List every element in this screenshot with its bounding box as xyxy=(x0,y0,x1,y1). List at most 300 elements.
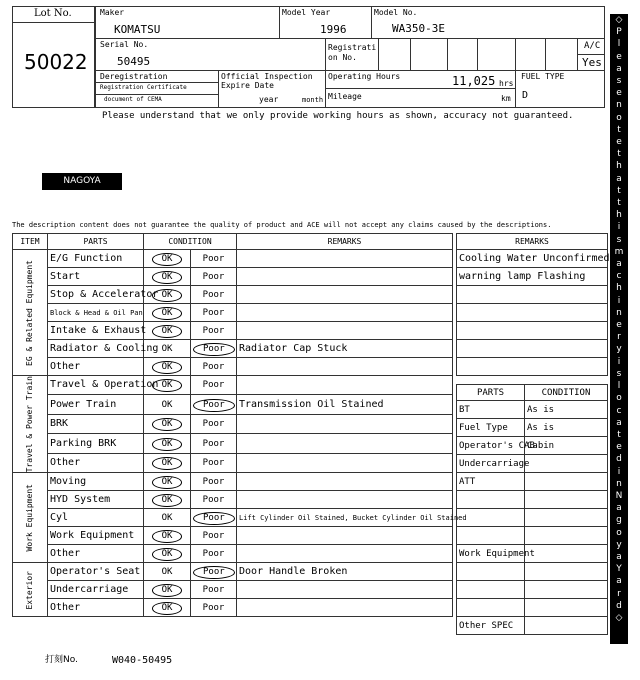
condition-ok-cell xyxy=(144,527,191,545)
spec-condition xyxy=(525,455,608,473)
condition-poor: Poor xyxy=(193,343,235,356)
remark xyxy=(237,414,453,433)
remark: Door Handle Broken xyxy=(237,563,453,581)
hours-value: 11,025 xyxy=(452,74,496,88)
lot-label-divider xyxy=(12,22,95,23)
condition-poor-cell xyxy=(191,322,237,340)
spec-condition xyxy=(525,527,608,545)
condition-ok: OK xyxy=(152,253,183,266)
spec-row xyxy=(457,437,608,455)
location-badge-text: NAGOYA xyxy=(63,176,101,186)
sidebar-char: i xyxy=(617,356,621,367)
condition-poor: Poor xyxy=(202,584,225,595)
condition-ok: OK xyxy=(152,584,183,597)
spec-vdiv-8 xyxy=(515,38,516,108)
condition-poor: Poor xyxy=(202,458,225,469)
location-sidebar xyxy=(610,14,628,644)
mileage-label: Mileage xyxy=(328,92,362,101)
condition-row xyxy=(13,563,453,581)
sidebar-char: Y xyxy=(616,564,622,575)
condition-poor: Poor xyxy=(202,476,225,487)
sidebar-char: i xyxy=(617,222,621,233)
condition-poor: Poor xyxy=(202,602,225,613)
model-no-label: Model No. xyxy=(374,8,418,17)
sidebar-char: i xyxy=(617,466,621,477)
sidebar-char: d xyxy=(616,600,622,611)
header-item: ITEM xyxy=(13,234,48,250)
condition-row xyxy=(13,304,453,322)
spec-vdiv-4 xyxy=(378,38,379,70)
condition-ok-cell xyxy=(144,473,191,491)
spec-condition xyxy=(525,617,608,635)
condition-ok: OK xyxy=(152,361,183,374)
part-name: Block & Head & Oil Pan xyxy=(48,304,144,322)
spec-part xyxy=(457,599,525,617)
extra-remark-row xyxy=(457,322,608,340)
spec-parts-table xyxy=(456,384,608,635)
spec-vdiv-3 xyxy=(325,38,326,108)
spec-vdiv-5 xyxy=(410,38,411,70)
spec-row xyxy=(457,563,608,581)
condition-poor: Poor xyxy=(202,289,225,300)
condition-ok-cell xyxy=(144,304,191,322)
condition-ok-cell xyxy=(144,599,191,617)
extra-remark-row xyxy=(457,304,608,322)
condition-ok-cell xyxy=(144,453,191,473)
remark xyxy=(237,527,453,545)
condition-row xyxy=(13,250,453,268)
part-name: Other xyxy=(48,599,144,617)
hours-label: Operating Hours xyxy=(328,72,401,81)
condition-poor-cell xyxy=(191,581,237,599)
part-name: Work Equipment xyxy=(48,527,144,545)
part-name: Cyl xyxy=(48,509,144,527)
spec-part: BT xyxy=(457,401,525,419)
sidebar-char: h xyxy=(616,161,622,172)
sidebar-char: r xyxy=(617,588,621,599)
sidebar-char: n xyxy=(616,100,622,111)
condition-ok: OK xyxy=(161,399,173,410)
spec-part xyxy=(457,581,525,599)
spec-part: Operator's CAB xyxy=(457,437,525,455)
extra-remark-row xyxy=(457,340,608,358)
fuel-type-label: FUEL TYPE xyxy=(521,72,565,81)
ac-label: A/C xyxy=(584,41,601,51)
sidebar-char: P xyxy=(616,27,622,38)
maker-value: KOMATSU xyxy=(114,23,161,36)
condition-poor-cell xyxy=(191,414,237,433)
condition-ok: OK xyxy=(152,602,183,615)
condition-ok: OK xyxy=(152,438,183,451)
spec-vdiv-1 xyxy=(279,6,280,38)
condition-poor-cell xyxy=(191,358,237,376)
part-name: BRK xyxy=(48,414,144,433)
remark xyxy=(237,250,453,268)
extra-remark xyxy=(457,304,608,322)
hours-notice: Please understand that we only provide working hours as shown, accuracy not guaranteed. xyxy=(102,111,574,121)
header-parts: PARTS xyxy=(48,234,144,250)
part-name: Other xyxy=(48,453,144,473)
spec-condition xyxy=(525,509,608,527)
remark: Radiator Cap Stuck xyxy=(237,340,453,358)
hours-unit: hrs xyxy=(499,79,514,88)
part-name: Travel & Operation xyxy=(48,376,144,395)
sidebar-char: e xyxy=(616,320,622,331)
sidebar-char: h xyxy=(616,283,622,294)
condition-row xyxy=(13,599,453,617)
group-label-cell xyxy=(13,250,48,376)
spec-row xyxy=(457,419,608,437)
sidebar-char: o xyxy=(616,393,622,404)
sidebar-char: a xyxy=(616,173,622,184)
condition-poor: Poor xyxy=(202,530,225,541)
sidebar-char: l xyxy=(617,39,621,50)
remark xyxy=(237,376,453,395)
sidebar-char: a xyxy=(616,503,622,514)
condition-poor-cell xyxy=(191,599,237,617)
sidebar-char: r xyxy=(617,332,621,343)
stamp-value: W040-50495 xyxy=(112,655,173,666)
spec-row xyxy=(457,473,608,491)
condition-row xyxy=(13,453,453,473)
group-label: Work Equipment xyxy=(25,484,34,552)
header-remarks: REMARKS xyxy=(237,234,453,250)
condition-ok-cell xyxy=(144,395,191,414)
remark xyxy=(237,599,453,617)
condition-row xyxy=(13,581,453,599)
extra-remark xyxy=(457,358,608,376)
part-name: Power Train xyxy=(48,395,144,414)
condition-row xyxy=(13,268,453,286)
spec-row xyxy=(457,527,608,545)
location-badge xyxy=(42,173,122,190)
condition-ok: OK xyxy=(161,512,173,523)
condition-ok-cell xyxy=(144,414,191,433)
condition-row xyxy=(13,376,453,395)
condition-row xyxy=(13,434,453,453)
part-name: Parking BRK xyxy=(48,434,144,453)
extra-remarks-table xyxy=(456,233,608,376)
sidebar-char: a xyxy=(616,417,622,428)
spec-row xyxy=(457,581,608,599)
sidebar-char: m xyxy=(614,246,624,257)
remark xyxy=(237,581,453,599)
part-name: Radiator & Cooling xyxy=(48,340,144,358)
inspection-label: Official Inspection Expire Date xyxy=(221,72,313,90)
spec-part xyxy=(457,491,525,509)
sidebar-char: s xyxy=(616,234,622,245)
condition-row xyxy=(13,322,453,340)
registration-cert-label: Registration Certificate xyxy=(100,84,187,91)
spec-row xyxy=(457,599,608,617)
condition-poor-cell xyxy=(191,563,237,581)
extra-remark: warning lamp Flashing xyxy=(457,268,608,286)
remark xyxy=(237,322,453,340)
condition-ok-cell xyxy=(144,322,191,340)
fuel-type-value: D xyxy=(522,90,529,101)
condition-poor: Poor xyxy=(193,566,235,579)
condition-row xyxy=(13,491,453,509)
year-label: year xyxy=(259,95,279,104)
sidebar-char: t xyxy=(617,429,621,440)
registration-label: Registrati on No. xyxy=(328,43,377,62)
spec-condition: As is xyxy=(525,419,608,437)
spec-row-divider-1 xyxy=(95,38,605,39)
condition-poor-cell xyxy=(191,268,237,286)
header-condition: CONDITION xyxy=(144,234,237,250)
part-name: E/G Function xyxy=(48,250,144,268)
condition-ok: OK xyxy=(152,307,183,320)
extra-remark-row xyxy=(457,268,608,286)
condition-poor: Poor xyxy=(202,325,225,336)
mileage-unit: km xyxy=(501,94,511,103)
extra-remark: Cooling Water Unconfirmed xyxy=(457,250,608,268)
maker-label: Maker xyxy=(100,8,125,17)
sidebar-char: e xyxy=(616,51,622,62)
spec-part: Undercarriage xyxy=(457,455,525,473)
extra-remark xyxy=(457,322,608,340)
condition-ok: OK xyxy=(152,325,183,338)
condition-poor: Poor xyxy=(193,512,235,525)
group-label: EG & Related Equipment xyxy=(25,259,34,366)
model-no-value: WA350-3E xyxy=(392,22,445,35)
sidebar-char: g xyxy=(616,515,622,526)
spec-part: ATT xyxy=(457,473,525,491)
condition-poor-cell xyxy=(191,395,237,414)
group-label-cell xyxy=(13,473,48,563)
dereg-divider-2 xyxy=(95,94,218,95)
condition-poor-cell xyxy=(191,376,237,395)
sidebar-char: ◇ xyxy=(615,15,623,25)
spec-row xyxy=(457,455,608,473)
extra-remark xyxy=(457,286,608,304)
condition-row xyxy=(13,527,453,545)
sidebar-char: d xyxy=(616,454,622,465)
condition-poor: Poor xyxy=(202,307,225,318)
lot-no-value: 50022 xyxy=(24,50,88,74)
stamp-label: 打刻No. xyxy=(45,655,78,665)
part-name: Start xyxy=(48,268,144,286)
condition-poor-cell xyxy=(191,545,237,563)
remark xyxy=(237,453,453,473)
condition-poor-cell xyxy=(191,453,237,473)
part-name: Undercarriage xyxy=(48,581,144,599)
sidebar-char: n xyxy=(616,478,622,489)
spec-condition xyxy=(525,599,608,617)
condition-ok: OK xyxy=(152,494,183,507)
condition-ok: OK xyxy=(152,289,183,302)
condition-poor: Poor xyxy=(202,438,225,449)
condition-poor-cell xyxy=(191,304,237,322)
condition-poor: Poor xyxy=(202,380,225,391)
extra-remark-row xyxy=(457,286,608,304)
sidebar-char: y xyxy=(616,539,622,550)
sidebar-char: h xyxy=(616,210,622,221)
remark xyxy=(237,491,453,509)
spec-vdiv-10 xyxy=(577,38,578,70)
condition-table-header xyxy=(13,234,453,250)
condition-ok-cell xyxy=(144,509,191,527)
sidebar-char: a xyxy=(616,551,622,562)
condition-ok: OK xyxy=(152,379,183,392)
condition-ok: OK xyxy=(152,548,183,561)
spec-condition xyxy=(525,491,608,509)
part-name: Moving xyxy=(48,473,144,491)
spec-row xyxy=(457,509,608,527)
condition-ok-cell xyxy=(144,250,191,268)
condition-ok: OK xyxy=(161,566,173,577)
spec-parts-header: PARTS xyxy=(457,385,525,401)
sidebar-char: ◇ xyxy=(615,612,623,623)
condition-poor: Poor xyxy=(202,419,225,430)
sidebar-char: e xyxy=(616,137,622,148)
sidebar-char: a xyxy=(616,576,622,587)
extra-remark xyxy=(457,340,608,358)
spec-vdiv-9 xyxy=(545,38,546,70)
condition-row xyxy=(13,340,453,358)
condition-ok: OK xyxy=(152,271,183,284)
spec-part xyxy=(457,563,525,581)
condition-poor-cell xyxy=(191,509,237,527)
condition-row xyxy=(13,509,453,527)
ac-value: Yes xyxy=(582,56,602,69)
spec-part xyxy=(457,527,525,545)
part-name: Other xyxy=(48,358,144,376)
spec-row-divider-4 xyxy=(577,54,605,55)
extra-remark-row xyxy=(457,250,608,268)
condition-row xyxy=(13,414,453,433)
spec-row xyxy=(457,617,608,635)
part-name: Stop & Accelerator xyxy=(48,286,144,304)
condition-ok: OK xyxy=(152,457,183,470)
spec-vdiv-11 xyxy=(218,70,219,108)
condition-ok-cell xyxy=(144,268,191,286)
condition-ok-cell xyxy=(144,581,191,599)
condition-ok-cell xyxy=(144,358,191,376)
remark xyxy=(237,304,453,322)
spec-row-divider-3 xyxy=(325,88,515,89)
sidebar-char: y xyxy=(616,344,622,355)
spec-row xyxy=(457,545,608,563)
condition-ok: OK xyxy=(152,418,183,431)
remark xyxy=(237,434,453,453)
sidebar-char: s xyxy=(616,76,622,87)
condition-poor: Poor xyxy=(193,399,235,412)
part-name: HYD System xyxy=(48,491,144,509)
sidebar-char: c xyxy=(616,271,622,282)
condition-poor: Poor xyxy=(202,253,225,264)
condition-row xyxy=(13,286,453,304)
spec-row xyxy=(457,491,608,509)
disclaimer: The description content does not guarantee the quality of product and ACE will not accept any claims caused by the descriptions. xyxy=(12,221,552,229)
condition-ok: OK xyxy=(152,476,183,489)
extra-remarks-header: REMARKS xyxy=(457,234,608,250)
condition-poor: Poor xyxy=(202,494,225,505)
condition-row xyxy=(13,473,453,491)
sidebar-char: e xyxy=(616,442,622,453)
condition-poor-cell xyxy=(191,286,237,304)
dereg-divider-1 xyxy=(95,82,218,83)
condition-ok: OK xyxy=(161,343,173,354)
spec-part xyxy=(457,509,525,527)
condition-row xyxy=(13,358,453,376)
remark xyxy=(237,268,453,286)
model-year-label: Model Year xyxy=(282,8,331,17)
spec-condition-header: CONDITION xyxy=(525,385,608,401)
lot-no-label: Lot No. xyxy=(34,8,72,19)
remark: Lift Cylinder Oil Stained, Bucket Cylinder Oil Stained xyxy=(237,509,453,527)
remark xyxy=(237,545,453,563)
model-year-value: 1996 xyxy=(320,23,347,36)
spec-part: Work Equipment xyxy=(457,545,525,563)
sidebar-char: a xyxy=(616,259,622,270)
part-name: Other xyxy=(48,545,144,563)
remark xyxy=(237,286,453,304)
spec-condition: Cabin xyxy=(525,437,608,455)
sidebar-char: i xyxy=(617,295,621,306)
condition-poor: Poor xyxy=(202,361,225,372)
sidebar-char: t xyxy=(617,124,621,135)
sidebar-char: e xyxy=(616,88,622,99)
condition-poor-cell xyxy=(191,250,237,268)
condition-row xyxy=(13,545,453,563)
group-label: Exterior xyxy=(25,570,34,610)
spec-condition xyxy=(525,473,608,491)
part-name: Operator's Seat xyxy=(48,563,144,581)
spec-condition xyxy=(525,563,608,581)
cema-label: document of CEMA xyxy=(104,96,162,103)
sidebar-char: a xyxy=(616,63,622,74)
sidebar-char: N xyxy=(615,490,623,501)
spec-condition xyxy=(525,545,608,563)
spec-condition xyxy=(525,581,608,599)
sidebar-char: t xyxy=(617,198,621,209)
condition-poor-cell xyxy=(191,491,237,509)
remark xyxy=(237,473,453,491)
spec-part: Other SPEC xyxy=(457,617,525,635)
sidebar-char: c xyxy=(616,405,622,416)
spec-row-divider-2 xyxy=(95,70,605,71)
condition-ok: OK xyxy=(152,530,183,543)
spec-row xyxy=(457,401,608,419)
group-label-cell xyxy=(13,563,48,617)
serial-value: 50495 xyxy=(117,55,151,68)
spec-condition: As is xyxy=(525,401,608,419)
condition-ok-cell xyxy=(144,434,191,453)
condition-poor-cell xyxy=(191,473,237,491)
condition-ok-cell xyxy=(144,491,191,509)
condition-ok-cell xyxy=(144,563,191,581)
sidebar-char: l xyxy=(617,381,621,392)
condition-poor-cell xyxy=(191,434,237,453)
remark: Transmission Oil Stained xyxy=(237,395,453,414)
spec-part: Fuel Type xyxy=(457,419,525,437)
sidebar-char: o xyxy=(616,527,622,538)
condition-poor: Poor xyxy=(202,271,225,282)
group-label: Travel & Power Train xyxy=(25,376,34,473)
sidebar-char: t xyxy=(617,149,621,160)
condition-poor-cell xyxy=(191,340,237,358)
sidebar-char: t xyxy=(617,185,621,196)
sidebar-char: o xyxy=(616,112,622,123)
spec-vdiv-7 xyxy=(477,38,478,70)
sidebar-char: n xyxy=(616,307,622,318)
month-label: month xyxy=(302,96,324,104)
deregistration-label: Deregistration xyxy=(100,72,168,81)
condition-poor: Poor xyxy=(202,548,225,559)
part-name: Intake & Exhaust xyxy=(48,322,144,340)
extra-remark-row xyxy=(457,358,608,376)
